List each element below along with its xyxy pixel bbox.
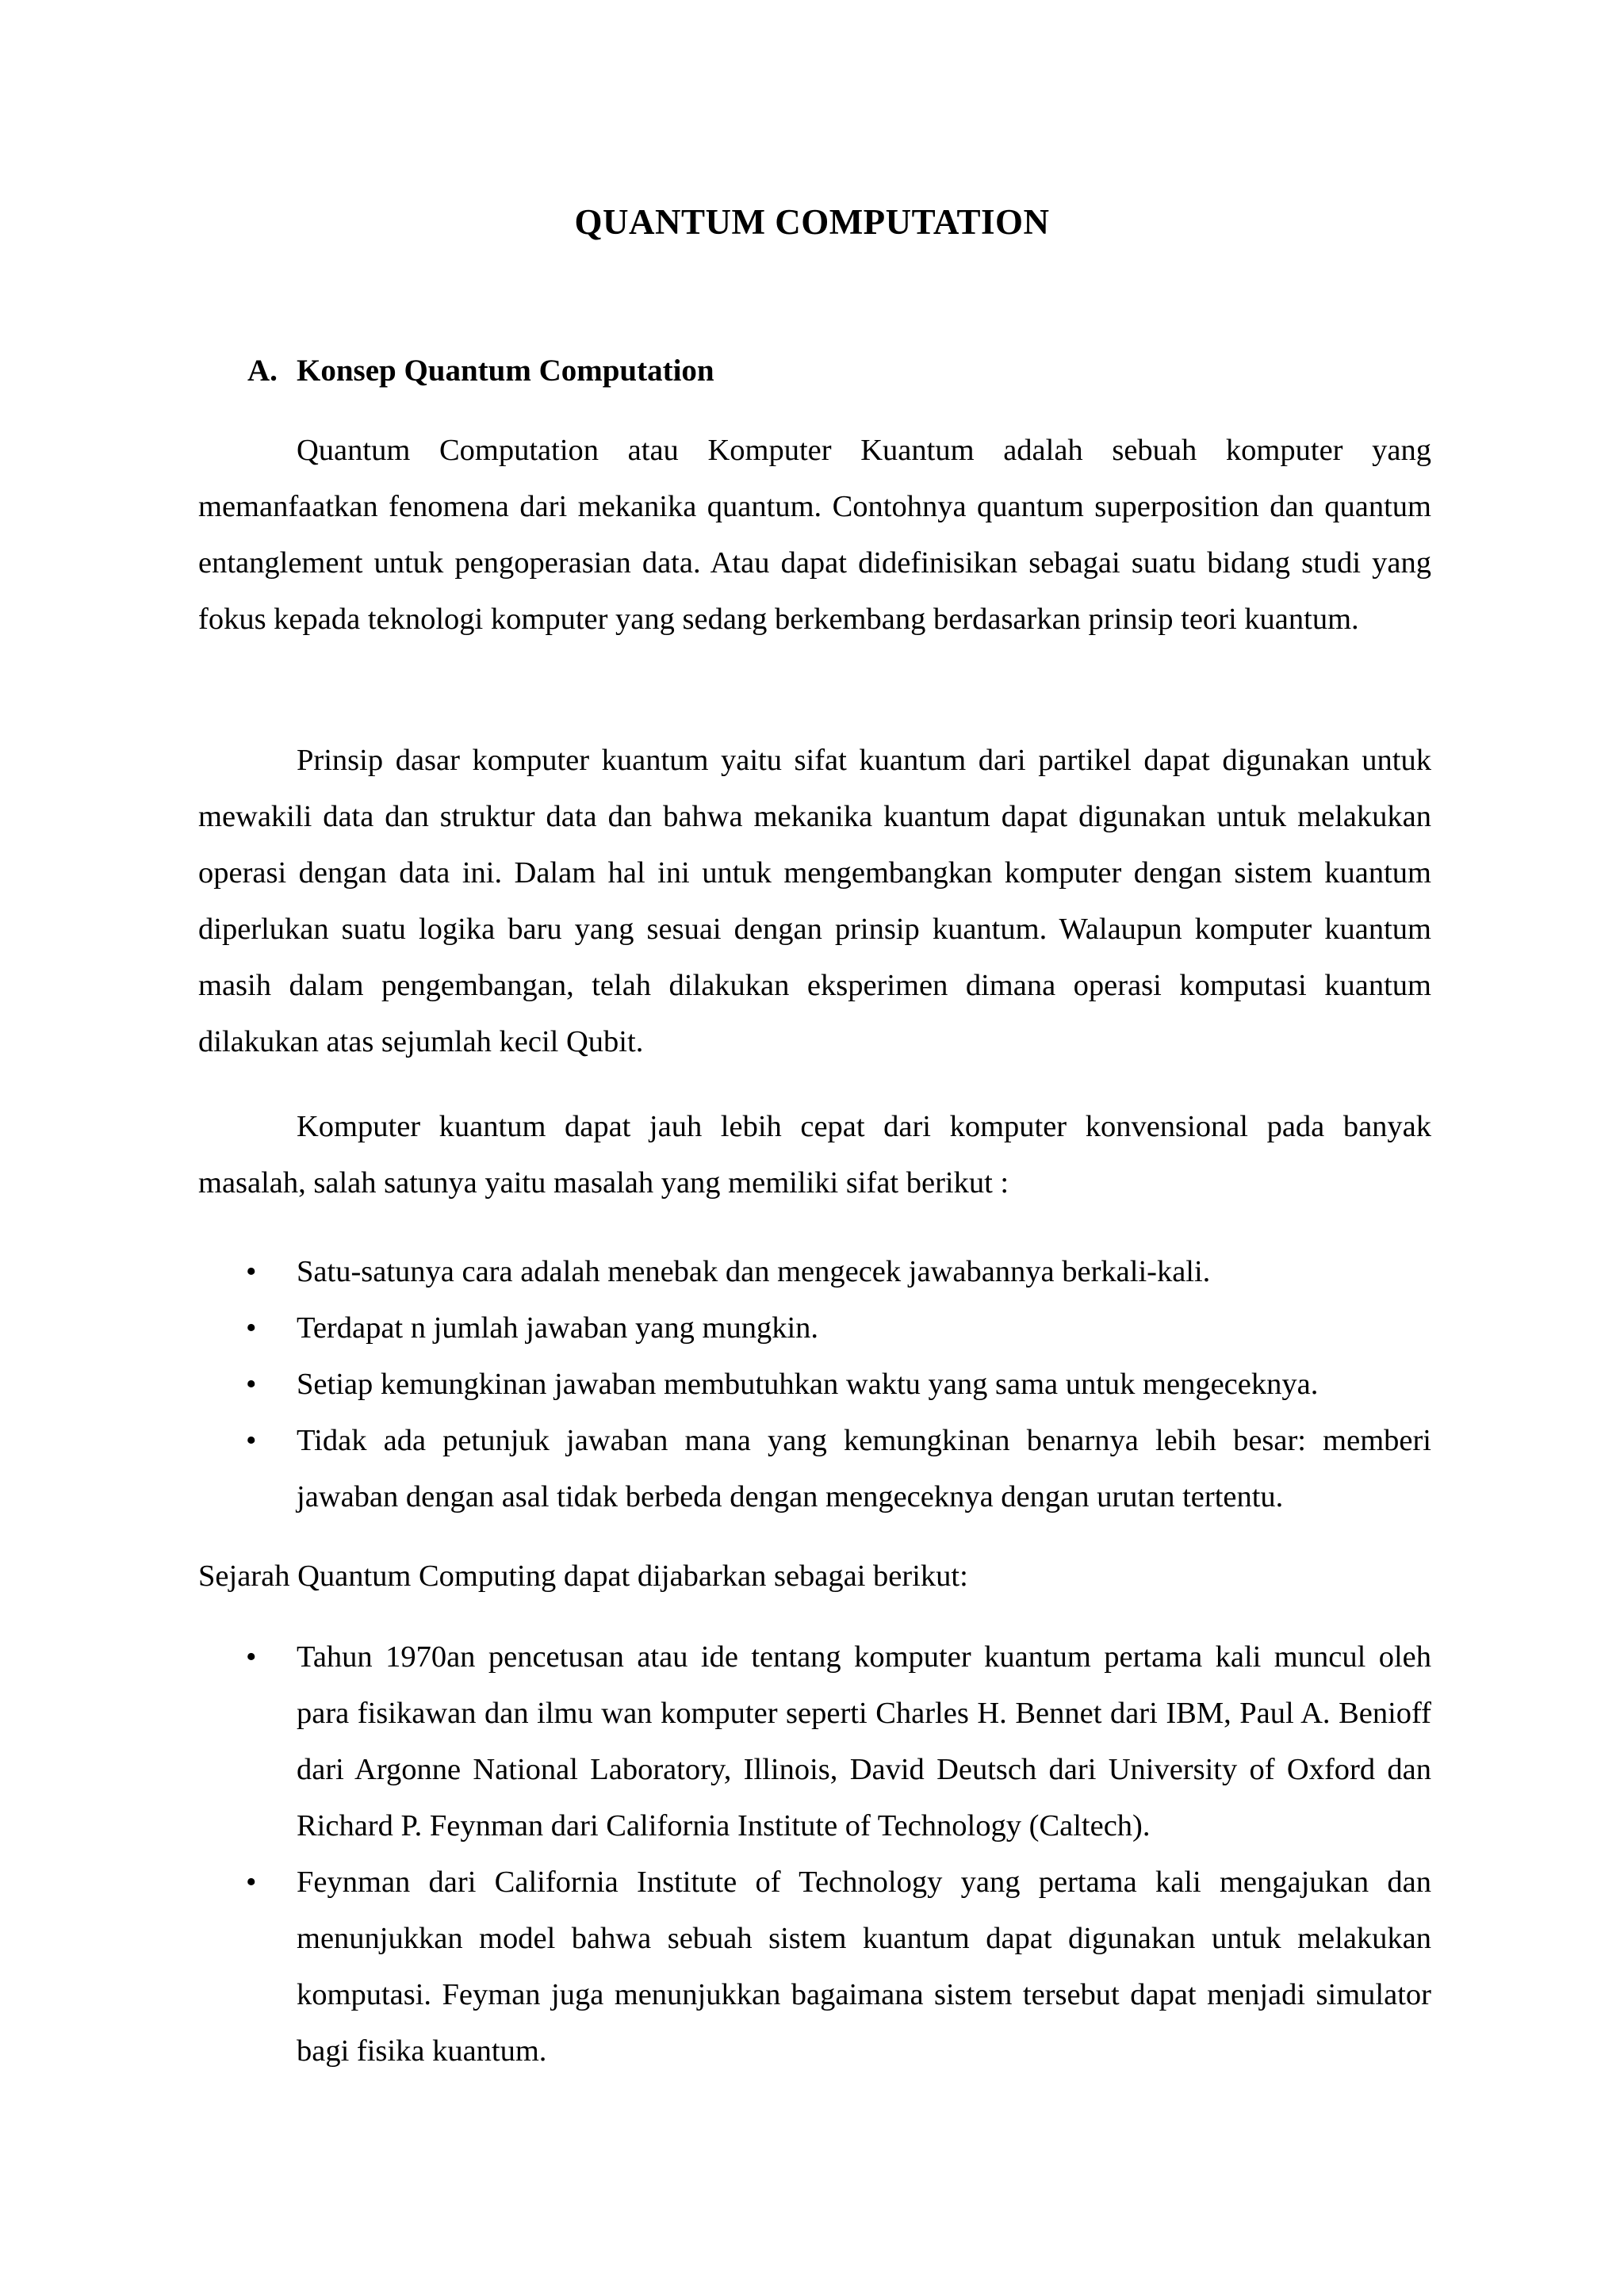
- paragraph-definition: Quantum Computation atau Komputer Kuantum adalah sebuah komputer yang memanfaatkan fenomena dari mekanika quantum. Contohnya quantum superposition dan quantum entanglement untuk pengoperasian data. Atau dapat didefinisikan sebagai suatu bidang studi yang fokus kepada teknologi komputer yang sedang berkembang berdasarkan prinsip teori kuantum.: [198, 434, 1431, 636]
- bullet-icon: •: [246, 1311, 257, 1345]
- section-letter: A.: [247, 354, 278, 388]
- list-item: [198, 1413, 1431, 1525]
- list-item-text: Terdapat n jumlah jawaban yang mungkin.: [297, 1311, 819, 1345]
- list-item: [198, 1629, 1431, 1854]
- paragraph-block: [198, 1099, 1431, 1211]
- paragraph-block: [198, 733, 1431, 1070]
- list-item-text: Satu-satunya cara adalah menebak dan mengecek jawabannya berkali-kali.: [297, 1255, 1211, 1288]
- section-heading-text: Konsep Quantum Computation: [297, 354, 714, 388]
- bullet-icon: •: [246, 1424, 257, 1457]
- paragraph-block: [198, 1548, 1431, 1605]
- list-item-text: Tidak ada petunjuk jawaban mana yang kemungkinan benarnya lebih besar: memberi jawaban dengan asal tidak berbeda dengan mengeceknya dengan urutan tertentu.: [297, 1424, 1431, 1513]
- properties-list: [198, 1244, 1431, 1525]
- paragraph-principle: Prinsip dasar komputer kuantum yaitu sifat kuantum dari partikel dapat digunakan untuk mewakili data dan struktur data dan bahwa mekanika kuantum dapat digunakan untuk melakukan operasi dengan data ini. Dalam hal ini untuk mengembangkan komputer dengan sistem kuantum diperlukan suatu logika baru yang sesuai dengan prinsip kuantum. Walaupun komputer kuantum masih dalam pengembangan, telah dilakukan eksperimen dimana operasi komputasi kuantum dilakukan atas sejumlah kecil Qubit.: [198, 744, 1431, 1058]
- history-list: [198, 1629, 1431, 2080]
- bullet-icon: •: [246, 1368, 257, 1401]
- list-item-text: Tahun 1970an pencetusan atau ide tentang komputer kuantum pertama kali muncul oleh para fisikawan dan ilmu wan komputer seperti Charles H. Bennet dari IBM, Paul A. Benioff dari Argonne National Laboratory, Illinois, David Deutsch dari University of Oxford dan Richard P. Feynman dari California Institute of Technology (Caltech).: [297, 1640, 1431, 1843]
- list-item: [198, 1244, 1431, 1300]
- list-item: [198, 1300, 1431, 1357]
- bullet-icon: •: [246, 1866, 257, 1899]
- paragraph-block: [198, 423, 1431, 648]
- list-item: [198, 1357, 1431, 1413]
- page-title: QUANTUM COMPUTATION: [574, 202, 1050, 242]
- list-item: [198, 1854, 1431, 2080]
- paragraph-speed: Komputer kuantum dapat jauh lebih cepat dari komputer konvensional pada banyak masalah, salah satunya yaitu masalah yang memiliki sifat berikut :: [198, 1110, 1431, 1200]
- section-heading: [247, 347, 714, 395]
- list-item-text: Feynman dari California Institute of Technology yang pertama kali mengajukan dan menunjukkan model bahwa sebuah sistem kuantum dapat digunakan untuk melakukan komputasi. Feyman juga menunjukkan bagaimana sistem tersebut dapat menjadi simulator bagi fisika kuantum.: [297, 1866, 1431, 2068]
- bullet-icon: •: [246, 1255, 257, 1288]
- history-intro: Sejarah Quantum Computing dapat dijabarkan sebagai berikut:: [198, 1559, 968, 1593]
- list-item-text: Setiap kemungkinan jawaban membutuhkan waktu yang sama untuk mengeceknya.: [297, 1368, 1319, 1401]
- bullet-icon: •: [246, 1640, 257, 1674]
